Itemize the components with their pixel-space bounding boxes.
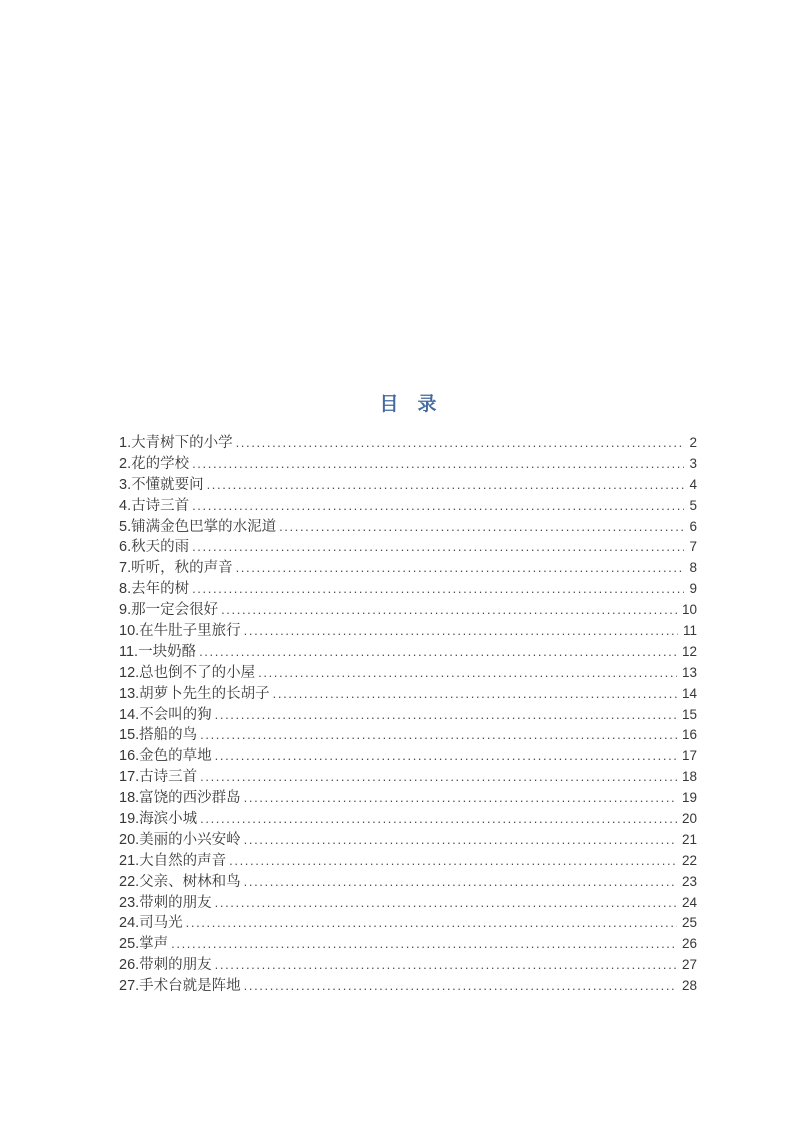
toc-entry[interactable] <box>119 475 697 496</box>
toc-entry-page: 8 <box>689 560 697 576</box>
toc-leader-dots <box>236 558 685 573</box>
toc-entry-label: 22.父亲、树林和鸟 <box>119 873 241 890</box>
toc-leader-dots <box>192 496 684 511</box>
toc-entry[interactable] <box>119 663 697 684</box>
toc-entry-page: 18 <box>681 769 697 785</box>
toc-entry-label: 20.美丽的小兴安岭 <box>119 831 241 848</box>
toc-entry-label: 6.秋天的雨 <box>119 539 190 556</box>
toc-entry-label: 15.搭船的鸟 <box>119 727 198 744</box>
toc-leader-dots <box>215 955 677 970</box>
toc-entry-page: 19 <box>681 790 697 806</box>
toc-entry-label: 11.一块奶酪 <box>119 643 197 660</box>
toc-entry-label: 10.在牛肚子里旅行 <box>119 623 241 640</box>
toc-entry-page: 5 <box>689 497 697 513</box>
toc-entry-label: 18.富饶的西沙群岛 <box>119 790 241 807</box>
toc-entry-page: 23 <box>681 873 697 889</box>
toc-entry-page: 6 <box>689 518 697 534</box>
toc-section <box>119 393 697 997</box>
toc-entry[interactable] <box>119 705 697 726</box>
toc-entry-page: 20 <box>681 811 697 827</box>
toc-entry[interactable] <box>119 454 697 475</box>
toc-entry-label: 21.大自然的声音 <box>119 852 227 869</box>
toc-entry-label: 24.司马光 <box>119 915 183 932</box>
toc-entry-page: 25 <box>681 915 697 931</box>
toc-entry-label: 1.大青树下的小学 <box>119 435 233 451</box>
toc-entry[interactable] <box>119 517 697 538</box>
toc-entry-label: 2.花的学校 <box>119 455 190 472</box>
toc-entry-label: 13.胡萝卜先生的长胡子 <box>119 685 270 702</box>
toc-entry[interactable] <box>119 934 697 955</box>
toc-entry[interactable] <box>119 976 697 997</box>
toc-leader-dots <box>244 872 677 887</box>
toc-entry-page: 21 <box>681 831 697 847</box>
toc-entry-label: 16.金色的草地 <box>119 748 212 765</box>
toc-entry-page: 26 <box>681 936 697 952</box>
toc-leader-dots <box>192 454 684 469</box>
toc-entry[interactable] <box>119 537 697 558</box>
toc-leader-dots <box>192 537 684 552</box>
toc-entry[interactable] <box>119 684 697 705</box>
toc-leader-dots <box>215 746 677 761</box>
toc-entry-label: 14.不会叫的狗 <box>119 706 212 723</box>
toc-title: 目 录 <box>379 394 437 415</box>
toc-entry[interactable] <box>119 872 697 893</box>
toc-entry-label: 12.总也倒不了的小屋 <box>119 664 256 681</box>
toc-entry-page: 2 <box>689 435 697 450</box>
toc-entry-page: 15 <box>681 706 697 722</box>
toc-entry-label: 19.海滨小城 <box>119 811 198 828</box>
toc-leader-dots <box>200 809 677 824</box>
toc-entry-page: 28 <box>681 978 697 994</box>
toc-entry[interactable] <box>119 621 697 642</box>
toc-entry-page: 12 <box>681 643 697 659</box>
toc-entry-page: 22 <box>681 852 697 868</box>
toc-entry-label: 4.古诗三首 <box>119 497 190 514</box>
toc-leader-dots <box>200 725 677 740</box>
toc-entry-page: 27 <box>681 957 697 973</box>
toc-leader-dots <box>244 830 677 845</box>
toc-leader-dots <box>279 517 684 532</box>
toc-entry-page: 4 <box>689 476 697 492</box>
toc-leader-dots <box>273 684 677 699</box>
toc-entry-page: 10 <box>681 602 697 618</box>
toc-entry-page: 17 <box>681 748 697 764</box>
toc-entry[interactable] <box>119 558 697 579</box>
toc-leader-dots <box>244 788 677 803</box>
toc-leader-dots <box>200 767 677 782</box>
toc-entry[interactable] <box>119 600 697 621</box>
toc-entry-page: 16 <box>681 727 697 743</box>
toc-entry-page: 7 <box>689 539 697 555</box>
toc-entry-page: 14 <box>681 685 697 701</box>
toc-entry[interactable] <box>119 788 697 809</box>
toc-leader-dots <box>215 705 677 720</box>
toc-entry-page: 11 <box>682 623 697 639</box>
toc-entry[interactable] <box>119 579 697 600</box>
toc-entry[interactable] <box>119 496 697 517</box>
toc-entry[interactable] <box>119 809 697 830</box>
toc-entry-label: 27.手术台就是阵地 <box>119 978 241 995</box>
toc-entry[interactable] <box>119 851 697 872</box>
toc-entry-label: 8.去年的树 <box>119 581 190 598</box>
toc-leader-dots <box>258 663 677 678</box>
toc-entry-label: 9.那一定会很好 <box>119 602 219 619</box>
toc-entry[interactable] <box>119 725 697 746</box>
toc-leader-dots <box>215 893 677 908</box>
toc-leader-dots <box>229 851 677 866</box>
toc-leader-dots <box>186 913 677 928</box>
toc-entry-page: 9 <box>689 581 697 597</box>
toc-entry-page: 24 <box>681 894 697 910</box>
toc-entry[interactable] <box>119 913 697 934</box>
toc-entry[interactable] <box>119 433 697 454</box>
toc-leader-dots <box>244 621 678 636</box>
toc-entry[interactable] <box>119 767 697 788</box>
toc-leader-dots <box>192 579 684 594</box>
toc-entry-page: 3 <box>689 455 697 471</box>
toc-entry[interactable] <box>119 893 697 914</box>
toc-leader-dots <box>207 475 685 490</box>
toc-list <box>119 433 697 997</box>
toc-entry-label: 26.带刺的朋友 <box>119 957 212 974</box>
toc-entry-label: 25.掌声 <box>119 936 169 953</box>
toc-entry[interactable] <box>119 955 697 976</box>
toc-entry-label: 3.不懂就要问 <box>119 476 204 493</box>
toc-entry-label: 5.铺满金色巴掌的水泥道 <box>119 518 277 535</box>
toc-entry-label: 17.古诗三首 <box>119 769 198 786</box>
toc-leader-dots <box>221 600 677 615</box>
toc-entry-label: 23.带刺的朋友 <box>119 894 212 911</box>
toc-leader-dots <box>244 976 677 991</box>
toc-entry[interactable] <box>119 746 697 767</box>
toc-leader-dots <box>199 642 677 657</box>
toc-leader-dots <box>236 433 685 448</box>
toc-entry[interactable] <box>119 830 697 851</box>
toc-entry[interactable] <box>119 642 697 663</box>
toc-entry-label: 7.听听，秋的声音 <box>119 560 233 577</box>
toc-entry-page: 13 <box>681 664 697 680</box>
toc-leader-dots <box>171 934 677 949</box>
